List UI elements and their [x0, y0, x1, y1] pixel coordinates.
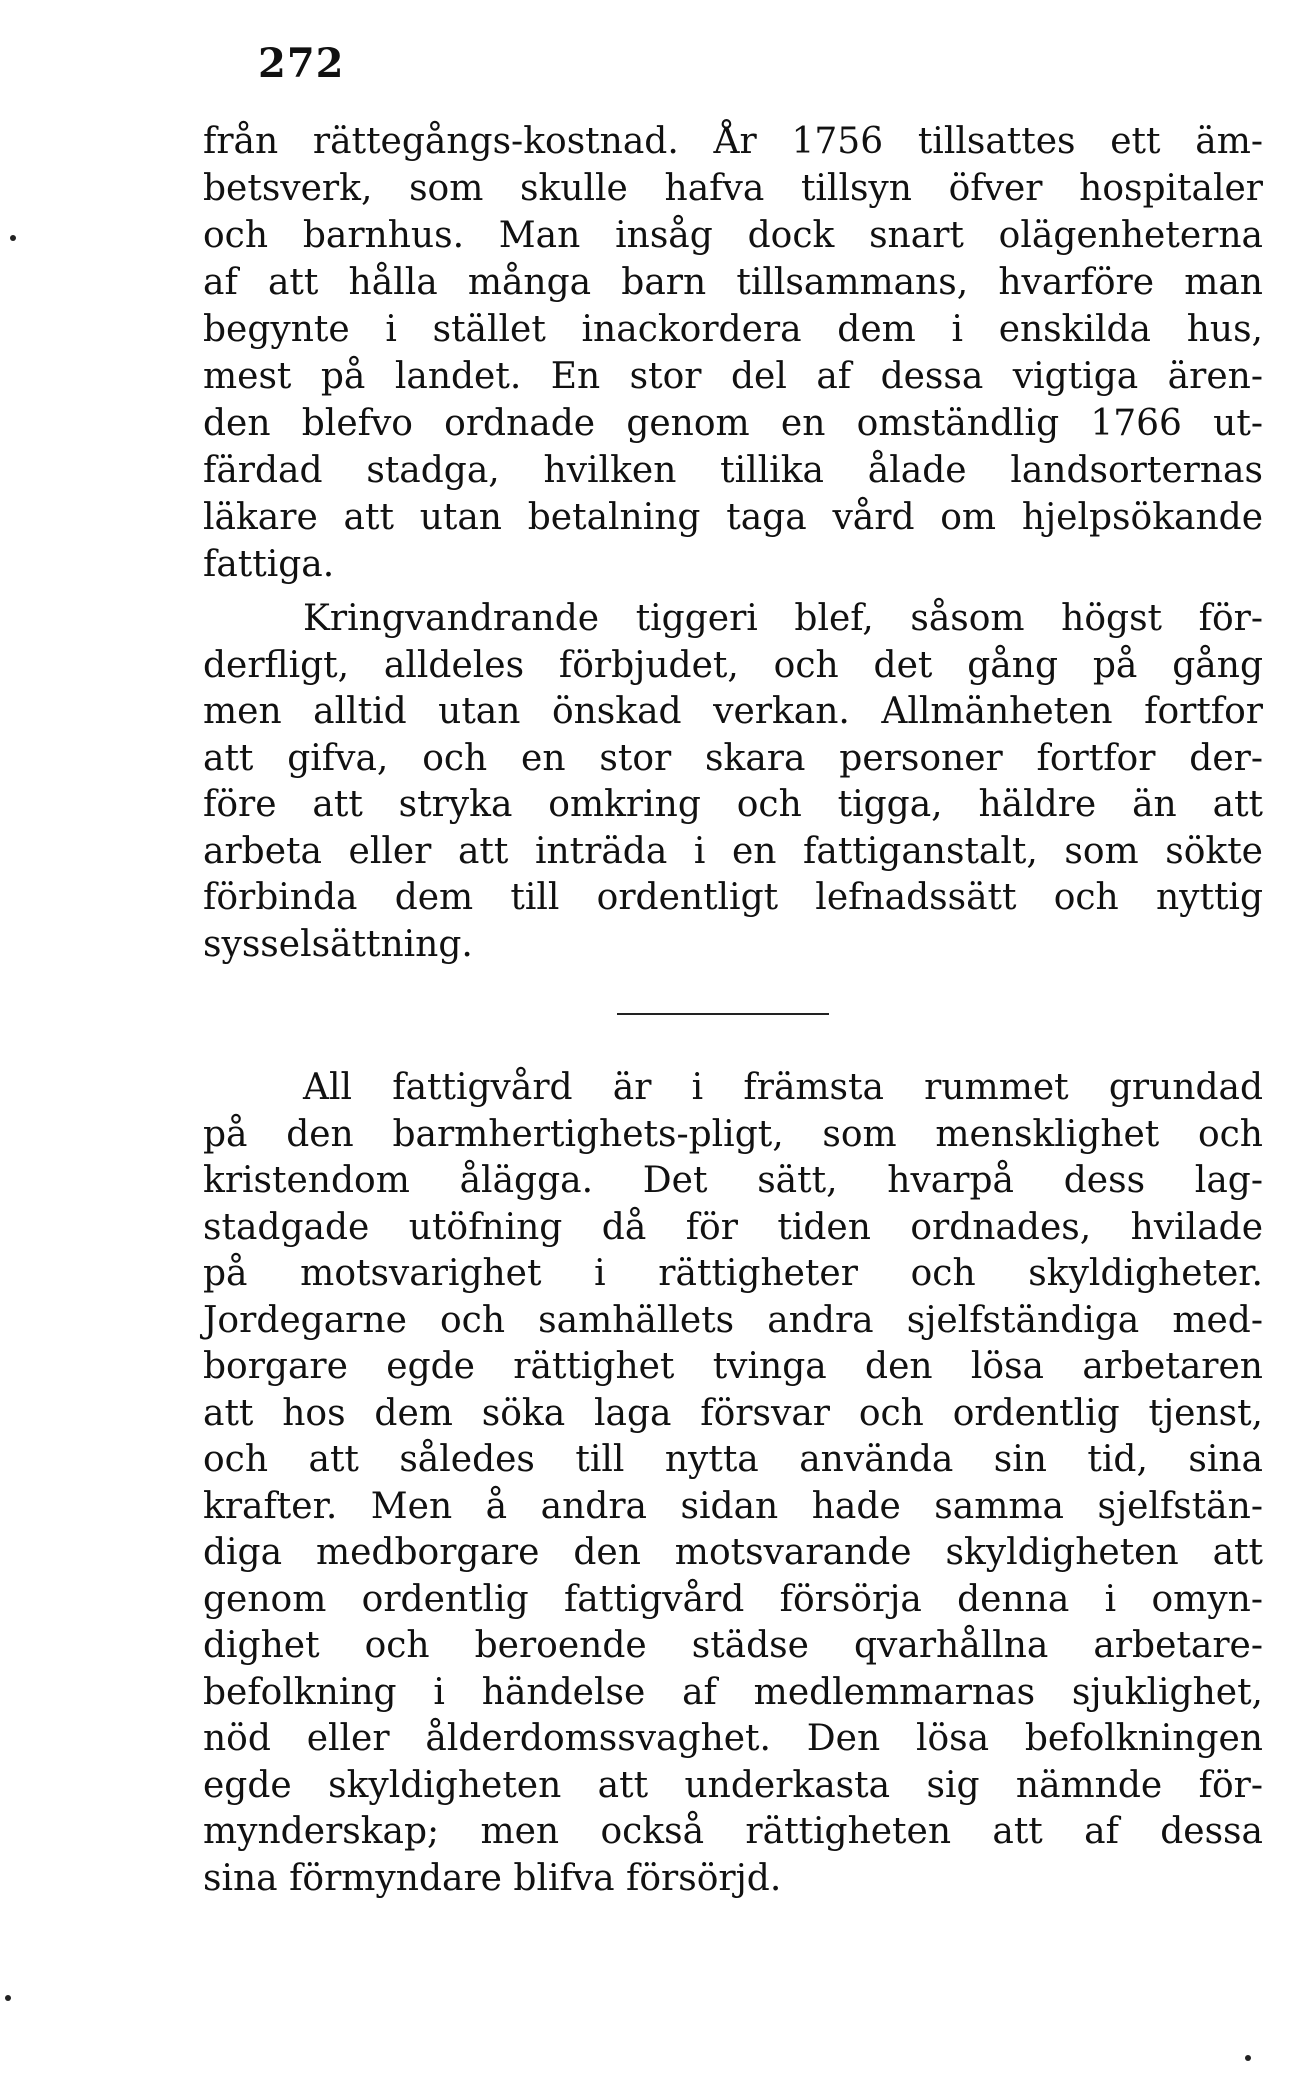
text-line: från rättegångs-kostnad. År 1756 tillsattes ett äm-	[203, 121, 1263, 162]
text-line: krafter. Men å andra sidan hade samma sjelfstän-	[203, 1485, 1263, 1527]
paragraph-3	[203, 1065, 1263, 1902]
text-line: kristendom ålägga. Det sätt, hvarpå dess lag-	[203, 1160, 1263, 1201]
text-line: Jordegarne och samhällets andra sjelfständiga med-	[203, 1299, 1263, 1341]
print-speck	[1245, 2055, 1251, 2061]
text-line: arbeta eller att inträda i en fattiganstalt, som sökte	[203, 830, 1263, 872]
paragraph-1	[203, 118, 1263, 588]
text-line: läkare att utan betalning taga vård om hjelpsökande	[203, 497, 1263, 538]
paragraph-2	[203, 596, 1263, 968]
text-line: mynderskap; men också rättigheten att af dessa	[203, 1811, 1263, 1852]
text-line: fattiga.	[203, 544, 335, 585]
text-line: förbinda dem till ordentligt lefnadssätt och nyttig	[203, 877, 1263, 918]
text-line: begynte i stället inackordera dem i enskilda hus,	[203, 309, 1263, 350]
text-line: den blefvo ordnade genom en omständlig 1766 ut-	[203, 403, 1263, 444]
text-line: befolkning i händelse af medlemmarnas sjuklighet,	[203, 1671, 1263, 1713]
text-line: nöd eller ålderdomssvaghet. Den lösa befolkningen	[203, 1718, 1263, 1759]
text-line: men alltid utan önskad verkan. Allmänheten fortfor	[203, 691, 1263, 732]
text-line: på den barmhertighets-pligt, som mensklighet och	[203, 1113, 1263, 1155]
text-line: dighet och beroende städse qvarhållna arbetare-	[203, 1625, 1263, 1666]
text-line: att hos dem söka laga försvar och ordentlig tjenst,	[203, 1392, 1263, 1434]
text-line: All fattigvård är i främsta rummet grundad	[303, 1067, 1263, 1108]
text-line: sina förmyndare blifva försörjd.	[203, 1857, 782, 1899]
section-separator	[617, 1013, 829, 1015]
print-speck	[5, 1995, 11, 2001]
text-line: och barnhus. Man insåg dock snart olägenheterna	[203, 215, 1263, 256]
text-line: betsverk, som skulle hafva tillsyn öfver hospitaler	[203, 168, 1263, 209]
text-line: af att hålla många barn tillsammans, hvarföre man	[203, 262, 1263, 303]
text-line: Kringvandrande tiggeri blef, såsom högst för-	[303, 598, 1263, 639]
text-line: egde skyldigheten att underkasta sig nämnde för-	[203, 1764, 1263, 1806]
text-line: att gifva, och en stor skara personer fortfor der-	[203, 737, 1263, 779]
print-speck	[10, 235, 16, 241]
text-line: färdad stadga, hvilken tillika ålade landsorternas	[203, 450, 1263, 491]
text-line: och att således till nytta använda sin tid, sina	[203, 1439, 1263, 1480]
text-line: borgare egde rättighet tvinga den lösa arbetaren	[203, 1346, 1263, 1387]
text-line: derfligt, alldeles förbjudet, och det gång på gång	[203, 644, 1263, 686]
text-line: sysselsättning.	[203, 923, 473, 965]
text-line: stadgade utöfning då för tiden ordnades, hvilade	[203, 1206, 1263, 1248]
text-line: genom ordentlig fattigvård försörja denna i omyn-	[203, 1578, 1263, 1620]
text-line: på motsvarighet i rättigheter och skyldigheter.	[203, 1253, 1263, 1294]
text-line: före att stryka omkring och tigga, häldre än att	[203, 784, 1263, 825]
page-number: 272	[258, 40, 345, 87]
text-line: mest på landet. En stor del af dessa vigtiga ären-	[203, 356, 1263, 397]
text-line: diga medborgare den motsvarande skyldigheten att	[203, 1532, 1263, 1573]
